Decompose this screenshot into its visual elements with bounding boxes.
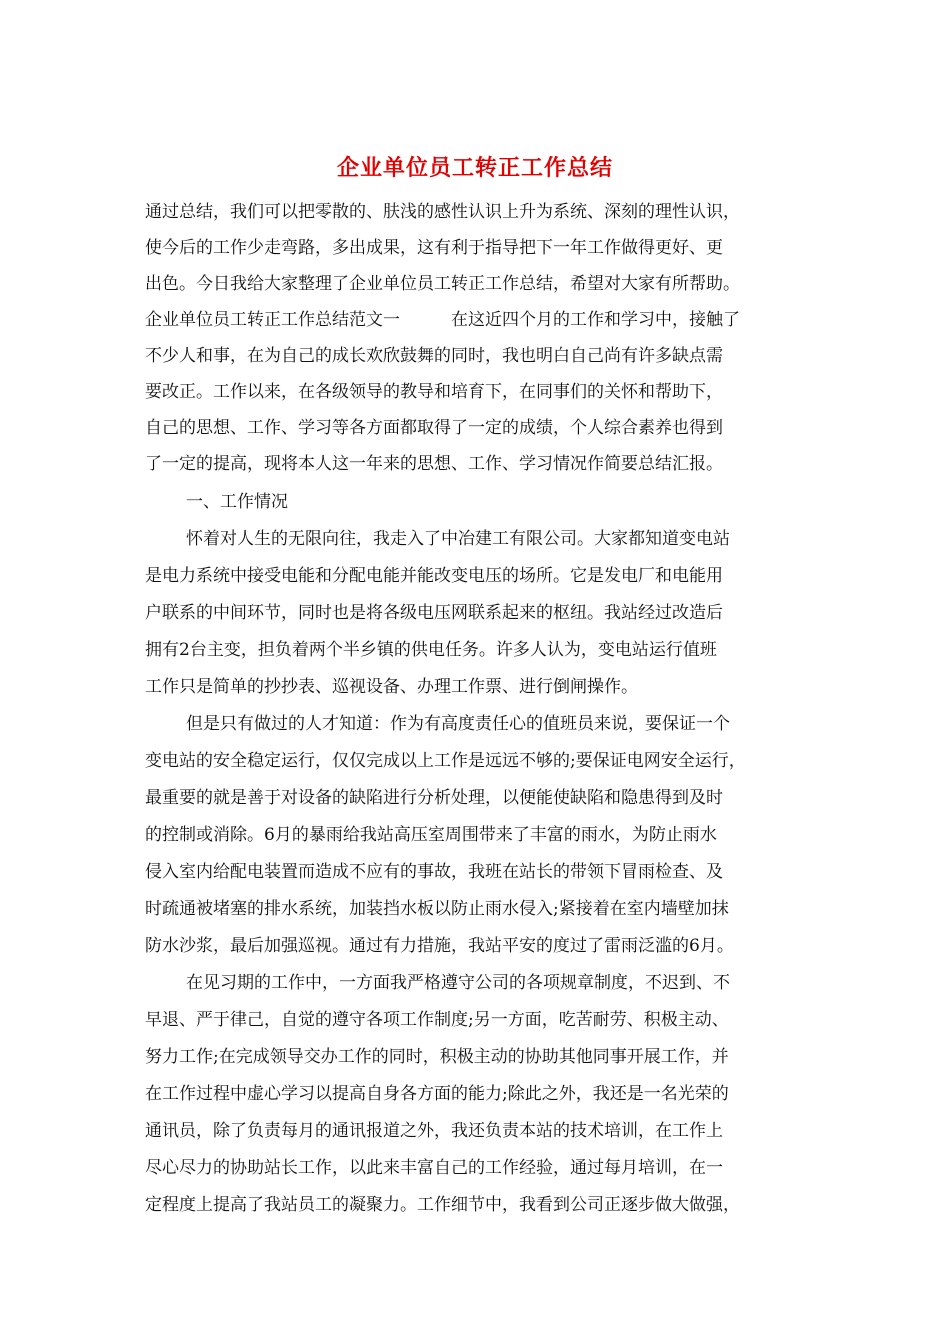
paragraph-line: 时疏通被堵塞的排水系统，加装挡水板以防止雨水侵入;紧接着在室内墙壁加抹 (145, 899, 729, 919)
paragraph-line: 出色。今日我给大家整理了企业单位员工转正工作总结，希望对大家有所帮助。 (145, 274, 740, 294)
paragraph-line: 是电力系统中接受电能和分配电能并能改变电压的场所。它是发电厂和电能用 (145, 566, 723, 586)
section-heading: 一、工作情况 (186, 492, 288, 512)
paragraph-line: 努力工作;在完成领导交办工作的同时，积极主动的协助其他同事开展工作，并 (145, 1047, 729, 1067)
paragraph-line: 拥有2台主变，担负着两个半乡镇的供电任务。许多人认为，变电站运行值班 (145, 640, 717, 660)
paragraph-line: 怀着对人生的无限向往，我走入了中冶建工有限公司。大家都知道变电站 (186, 529, 730, 549)
paragraph-line: 侵入室内给配电装置而造成不应有的事故，我班在站长的带领下冒雨检查、及 (145, 862, 723, 882)
paragraph-line: 使今后的工作少走弯路，多出成果，这有利于指导把下一年工作做得更好、更 (145, 238, 723, 258)
paragraph-line: 户联系的中间环节，同时也是将各级电压网联系起来的枢纽。我站经过改造后 (145, 603, 723, 623)
paragraph-line: 自己的思想、工作、学习等各方面都取得了一定的成绩，个人综合素养也得到 (145, 418, 723, 438)
paragraph-line: 了一定的提高，现将本人这一年来的思想、工作、学习情况作简要总结汇报。 (145, 454, 723, 474)
paragraph-line: 的控制或消除。6月的暴雨给我站高压室周围带来了丰富的雨水，为防止雨水 (145, 825, 717, 845)
paragraph-line: 定程度上提高了我站员工的凝聚力。工作细节中，我看到公司正逐步做大做强， (145, 1195, 740, 1215)
paragraph-line: 最重要的就是善于对设备的缺陷进行分析处理，以便能使缺陷和隐患得到及时 (145, 788, 723, 808)
paragraph-line: 在工作过程中虚心学习以提高自身各方面的能力;除此之外，我还是一名光荣的 (145, 1084, 729, 1104)
paragraph-line: 企业单位员工转正工作总结范文一 在这近四个月的工作和学习中，接触了 (145, 310, 740, 330)
paragraph-line: 早退、严于律己，自觉的遵守各项工作制度;另一方面，吃苦耐劳、积极主动、 (145, 1010, 729, 1030)
paragraph-line: 通讯员，除了负责每月的通讯报道之外，我还负责本站的技术培训，在工作上 (145, 1121, 723, 1141)
paragraph-line: 要改正。工作以来，在各级领导的教导和培育下，在同事们的关怀和帮助下， (145, 382, 723, 402)
document-title: 企业单位员工转正工作总结 (336, 155, 613, 181)
paragraph-line: 防水沙浆，最后加强巡视。通过有力措施，我站平安的度过了雷雨泛滥的6月。 (145, 936, 734, 956)
paragraph-line: 变电站的安全稳定运行，仅仅完成以上工作是远远不够的;要保证电网安全运行， (145, 751, 746, 771)
paragraph-line: 通过总结，我们可以把零散的、肤浅的感性认识上升为系统、深刻的理性认识， (145, 202, 740, 222)
paragraph-line: 在见习期的工作中，一方面我严格遵守公司的各项规章制度，不迟到、不 (186, 973, 730, 993)
paragraph-line: 但是只有做过的人才知道：作为有高度责任心的值班员来说，要保证一个 (186, 714, 730, 734)
paragraph-line: 不少人和事，在为自己的成长欢欣鼓舞的同时，我也明白自己尚有许多缺点需 (145, 346, 723, 366)
paragraph-line: 工作只是简单的抄抄表、巡视设备、办理工作票、进行倒闸操作。 (145, 677, 638, 697)
paragraph-line: 尽心尽力的协助站长工作，以此来丰富自己的工作经验，通过每月培训，在一 (145, 1158, 723, 1178)
